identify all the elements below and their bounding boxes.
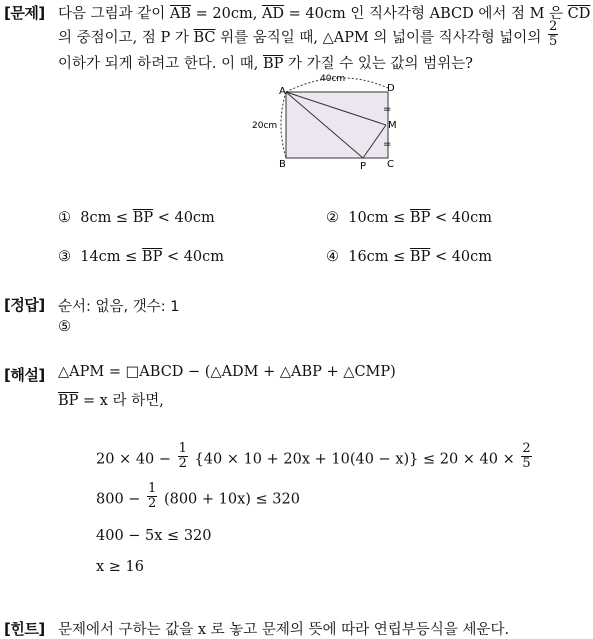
hint-text: 문제에서 구하는 값을 x 로 놓고 문제의 뜻에 따라 연립부등식을 세운다. [58,622,510,638]
choice-2[interactable]: ② $10cm \le \overline{BP} < 40cm$ [326,210,493,226]
label-40cm: 40cm [320,74,346,84]
choice-3[interactable]: ③ $14cm \le \overline{BP} < 40cm$ [58,249,225,265]
segment-cd: $\overline{CD}$ [567,6,591,22]
side-arc [281,92,286,158]
answer-label: [정답] [4,296,45,314]
problem-line-2: 의 중점이고, 점 P 가 $\overline{BC}$ 위를 움직일 때, △APM 의 넓이를 직사각형 넓이의 $\frac{2}{5}$ [58,18,558,49]
segment-bc: $\overline{BC}$ [193,30,216,46]
equation-3: 400 − 5x ≤ 320 [96,528,212,544]
point-a: A [279,86,286,97]
point-b: B [279,159,286,170]
answer-line-1: 순서: 없음, 갯수: 1 [58,299,180,315]
choice-4[interactable]: ④ $16cm \le \overline{BP} < 40cm$ [326,249,493,265]
segment-bp: $\overline{BP}$ [262,56,284,72]
problem-label: [문제] [4,4,45,22]
tick-mark-upper: = [383,104,392,115]
rectangle-abcd [286,92,388,158]
explanation-line-1: △APM = □ABCD − (△ADM + △ABP + △CMP) [58,364,396,380]
explanation-line-2: $\overline{BP} = x$ 라 하면, [58,393,164,409]
segment-ab: $\overline{AB}$ [169,6,192,22]
rectangle-figure [248,72,408,172]
equation-1: 20 × 40 − $\frac{1}{2}$ {40 × 10 + 20x + 10(40 − x)} ≤ 20 × 40 × $\frac{2}{5}$ [96,441,531,471]
tick-mark-lower: = [383,139,392,150]
segment-ad: $\overline{AD}$ [261,6,285,22]
choice-1[interactable]: ① $8cm \le \overline{BP} < 40cm$ [58,210,215,226]
answer-line-2: ⑤ [58,319,71,335]
explanation-label: [해설] [4,366,45,384]
equation-4: x ≥ 16 [96,559,144,575]
point-d: D [387,83,395,94]
point-p: P [360,161,367,172]
point-m: M [388,120,397,131]
point-c: C [387,159,394,170]
problem-line-1: 다음 그림과 같이 $\overline{AB} = 20cm$, $\overline{AD} = 40cm$ 인 직사각형 ABCD 에서 점 M 은 $\overline{CD}$ [58,6,591,22]
ratio-fraction: $\frac{2}{5}$ [548,18,558,49]
problem-line-3: 이하가 되게 하려고 한다. 이 때, $\overline{BP}$ 가 가질 수 있는 값의 범위는? [58,56,473,72]
equation-2: 800 − $\frac{1}{2}$ (800 + 10x) ≤ 320 [96,481,300,511]
label-20cm: 20cm [252,121,278,131]
hint-label: [힌트] [4,620,45,638]
